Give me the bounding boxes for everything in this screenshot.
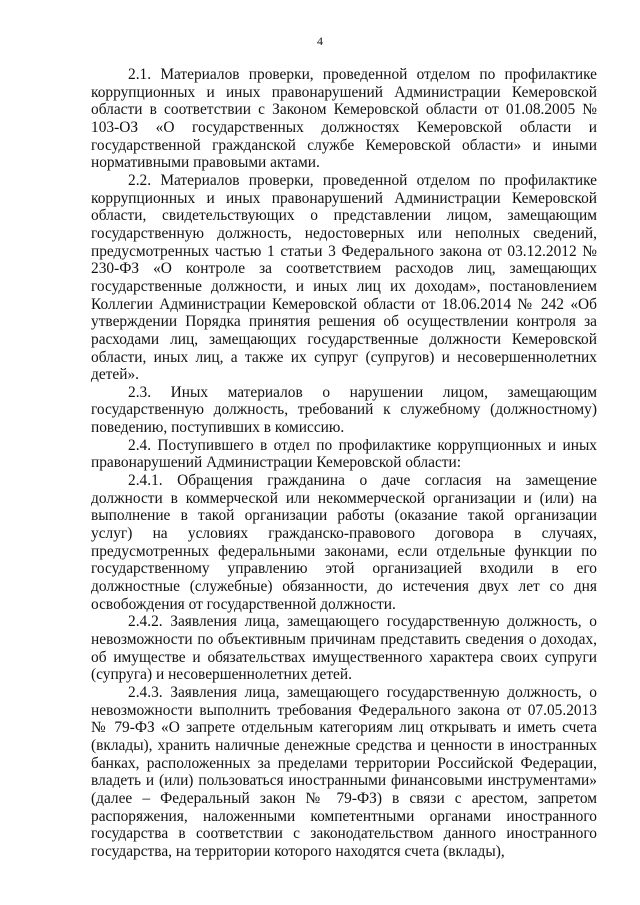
paragraph-2-2: 2.2. Материалов проверки, проведенной отделом по профилактике коррупционных и иных правонарушений Администрации Кемеровской области, свидетельствующих о представлении лицом, замещающим государственную должность, недостоверных или неполных сведений, предусмотренных частью 1 статьи 3 Федерального закона от 03.12.2012 № 230-ФЗ «О контроле за соответствием расходов лиц, замещающих государственные должности, и иных лиц их доходам», постановлением Коллегии Администрации Кемеровской области от 18.06.2014 № 242 «Об утверждении Порядка принятия решения об осуществлении контроля за расходами лиц, замещающих государственные должности Кемеровской области, иных лиц, а также их супруг (супругов) и несовершеннолетних детей».	[91, 171, 597, 384]
document-body	[91, 66, 597, 861]
paragraph-2-4-2: 2.4.2. Заявления лица, замещающего государственную должность, о невозможности по объективным причинам представить сведения о доходах, об имуществе и обязательствах имущественного характера своих супруги (супруга) и несовершеннолетних детей.	[91, 613, 597, 684]
page-number: 4	[317, 34, 323, 48]
paragraph-2-4-3: 2.4.3. Заявления лица, замещающего государственную должность, о невозможности выполнить требования Федерального закона от 07.05.2013 № 79-ФЗ «О запрете отдельным категориям лиц открывать и иметь счета (вклады), хранить наличные денежные средства и ценности в иностранных банках, расположенных за пределами территории Российской Федерации, владеть и (или) пользоваться иностранными финансовыми инструментами» (далее – Федеральный закон № 79-ФЗ) в связи с арестом, запретом распоряжения, наложенными компетентными органами иностранного государства в соответствии с законодательством данного иностранного государства, на территории которого находятся счета (вклады),	[91, 683, 597, 860]
paragraph-2-4-1: 2.4.1. Обращения гражданина о даче согласия на замещение должности в коммерческой или некоммерческой организации и (или) на выполнение в такой организации работы (оказание такой организации услуг) на условиях гражданско-правового договора в случаях, предусмотренных федеральными законами, если отдельные функции по государственному управлению этой организацией входили в его должностные (служебные) обязанности, до истечения двух лет со дня освобождения от государственной должности.	[91, 472, 597, 613]
paragraph-2-4: 2.4. Поступившего в отдел по профилактике коррупционных и иных правонарушений Администрации Кемеровской области:	[91, 436, 597, 472]
paragraph-2-1: 2.1. Материалов проверки, проведенной отделом по профилактике коррупционных и иных правонарушений Администрации Кемеровской области в соответствии с Законом Кемеровской области от 01.08.2005 № 103-ОЗ «О государственных должностях Кемеровской области и государственной гражданской службе Кемеровской области» и иными нормативными правовыми актами.	[91, 66, 597, 172]
paragraph-2-3: 2.3. Иных материалов о нарушении лицом, замещающим государственную должность, требований к служебному (должностному) поведению, поступивших в комиссию.	[91, 383, 597, 437]
